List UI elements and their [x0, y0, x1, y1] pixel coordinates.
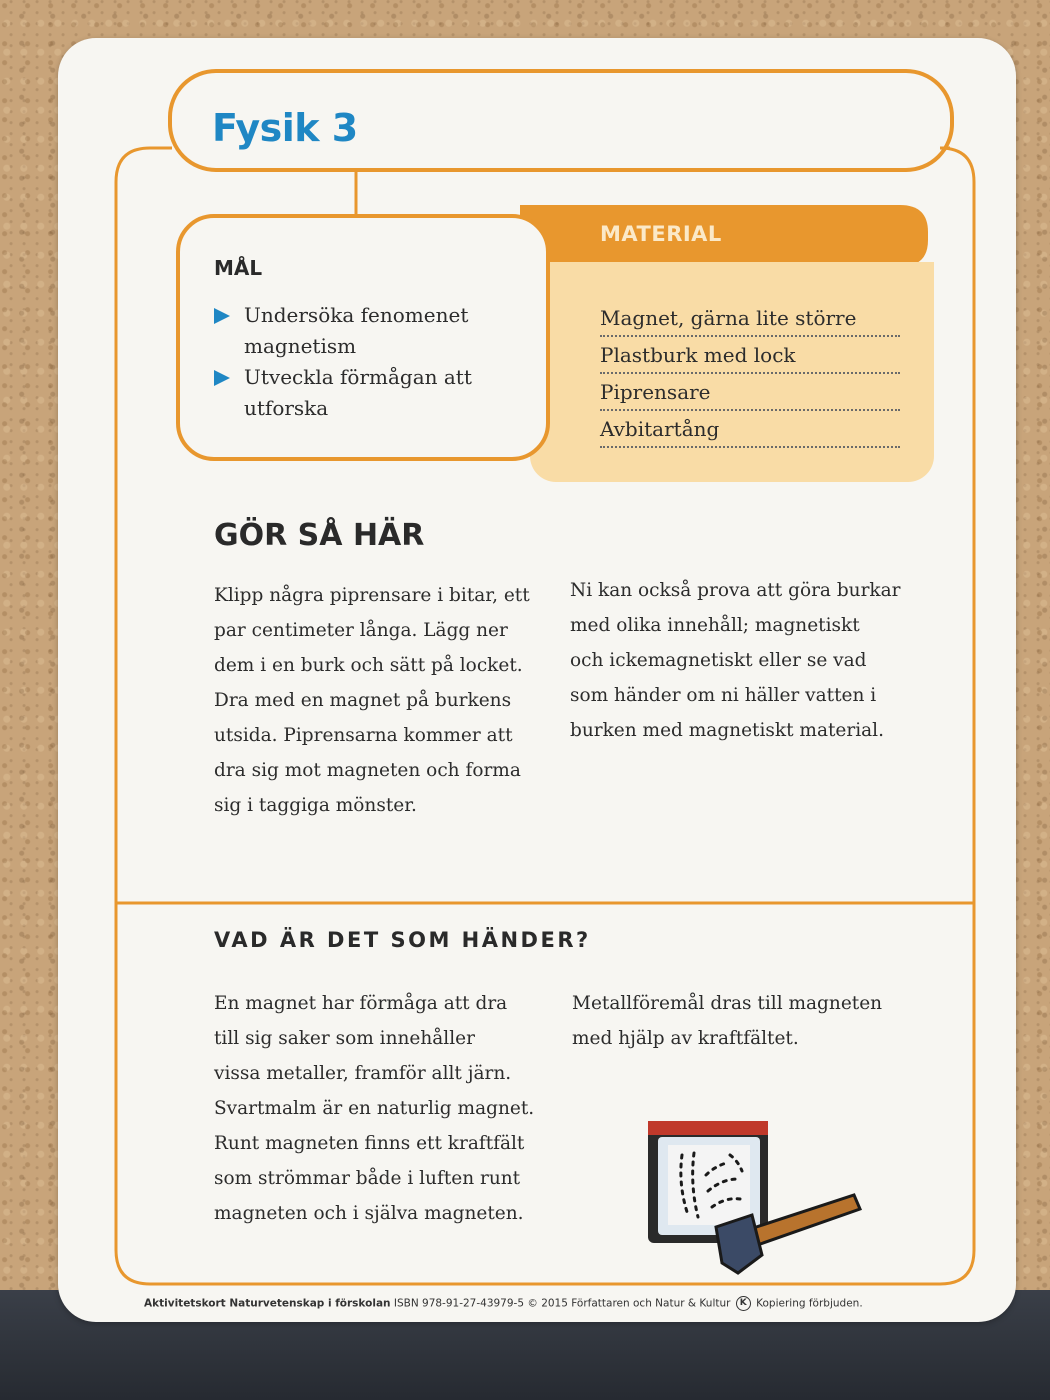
goal-item-text: Utveckla förmågan att utforska [244, 365, 472, 420]
how-paragraph-left [214, 578, 544, 823]
text-line: Svartmalm är en naturlig magnet. [214, 1098, 535, 1119]
text-line: dra sig mot magneten och forma [214, 760, 521, 781]
copyright-k-icon: K [736, 1296, 751, 1311]
triangle-bullet-icon [214, 370, 230, 386]
material-header-bar [520, 205, 928, 266]
footer-bold: Aktivitetskort Naturvetenskap i förskolan [144, 1297, 391, 1310]
text-line: med olika innehåll; magnetiskt [570, 615, 860, 636]
text-line: sig i taggiga mönster. [214, 795, 417, 816]
magnet-jar-illustration [642, 1115, 882, 1285]
triangle-bullet-icon [214, 308, 230, 324]
text-line: och ickemagnetiskt eller se vad [570, 650, 867, 671]
text-line: Dra med en magnet på burkens [214, 690, 512, 711]
text-line: dem i en burk och sätt på locket. [214, 655, 523, 676]
goal-item-text: Undersöka fenomenet magnetism [244, 303, 469, 358]
text-line: vissa metaller, framför allt järn. [214, 1063, 512, 1084]
material-item: Avbitartång [600, 411, 900, 448]
footer-suffix: Kopiering förbjuden. [756, 1297, 863, 1310]
text-line: med hjälp av kraftfältet. [572, 1028, 799, 1049]
text-line: Klipp några piprensare i bitar, ett [214, 585, 530, 606]
material-list [600, 300, 900, 448]
magnet-head [716, 1215, 762, 1273]
text-line: utsida. Piprensarna kommer att [214, 725, 513, 746]
text-line: magneten och i själva magneten. [214, 1203, 524, 1224]
material-item: Piprensare [600, 374, 900, 411]
text-line: Ni kan också prova att göra burkar [570, 580, 901, 601]
jar-lid [648, 1121, 768, 1135]
what-heading: VAD ÄR DET SOM HÄNDER? [214, 928, 591, 952]
how-heading: GÖR SÅ HÄR [214, 518, 425, 553]
material-item: Magnet, gärna lite större [600, 300, 900, 337]
goal-item [214, 362, 534, 424]
material-item: Plastburk med lock [600, 337, 900, 374]
material-heading: MATERIAL [600, 222, 722, 246]
goal-list [214, 300, 534, 424]
text-line: Runt magneten finns ett kraftfält [214, 1133, 525, 1154]
footer-text: ISBN 978-91-27-43979-5 © 2015 Författaren och Natur & Kultur [393, 1297, 731, 1310]
text-line: som händer om ni häller vatten i [570, 685, 877, 706]
goal-heading: MÅL [214, 256, 263, 280]
how-paragraph-right [570, 573, 910, 748]
what-paragraph-left [214, 986, 544, 1231]
text-line: par centimeter långa. Lägg ner [214, 620, 508, 641]
text-line: som strömmar både i luften runt [214, 1168, 521, 1189]
footer-copyright [144, 1296, 863, 1311]
text-line: En magnet har förmåga att dra [214, 993, 508, 1014]
text-line: burken med magnetiskt material. [570, 720, 884, 741]
card-title: Fysik 3 [212, 106, 358, 150]
text-line: till sig saker som innehåller [214, 1028, 475, 1049]
what-paragraph-right [572, 986, 912, 1056]
text-line: Metallföremål dras till magneten [572, 993, 883, 1014]
goal-item [214, 300, 534, 362]
